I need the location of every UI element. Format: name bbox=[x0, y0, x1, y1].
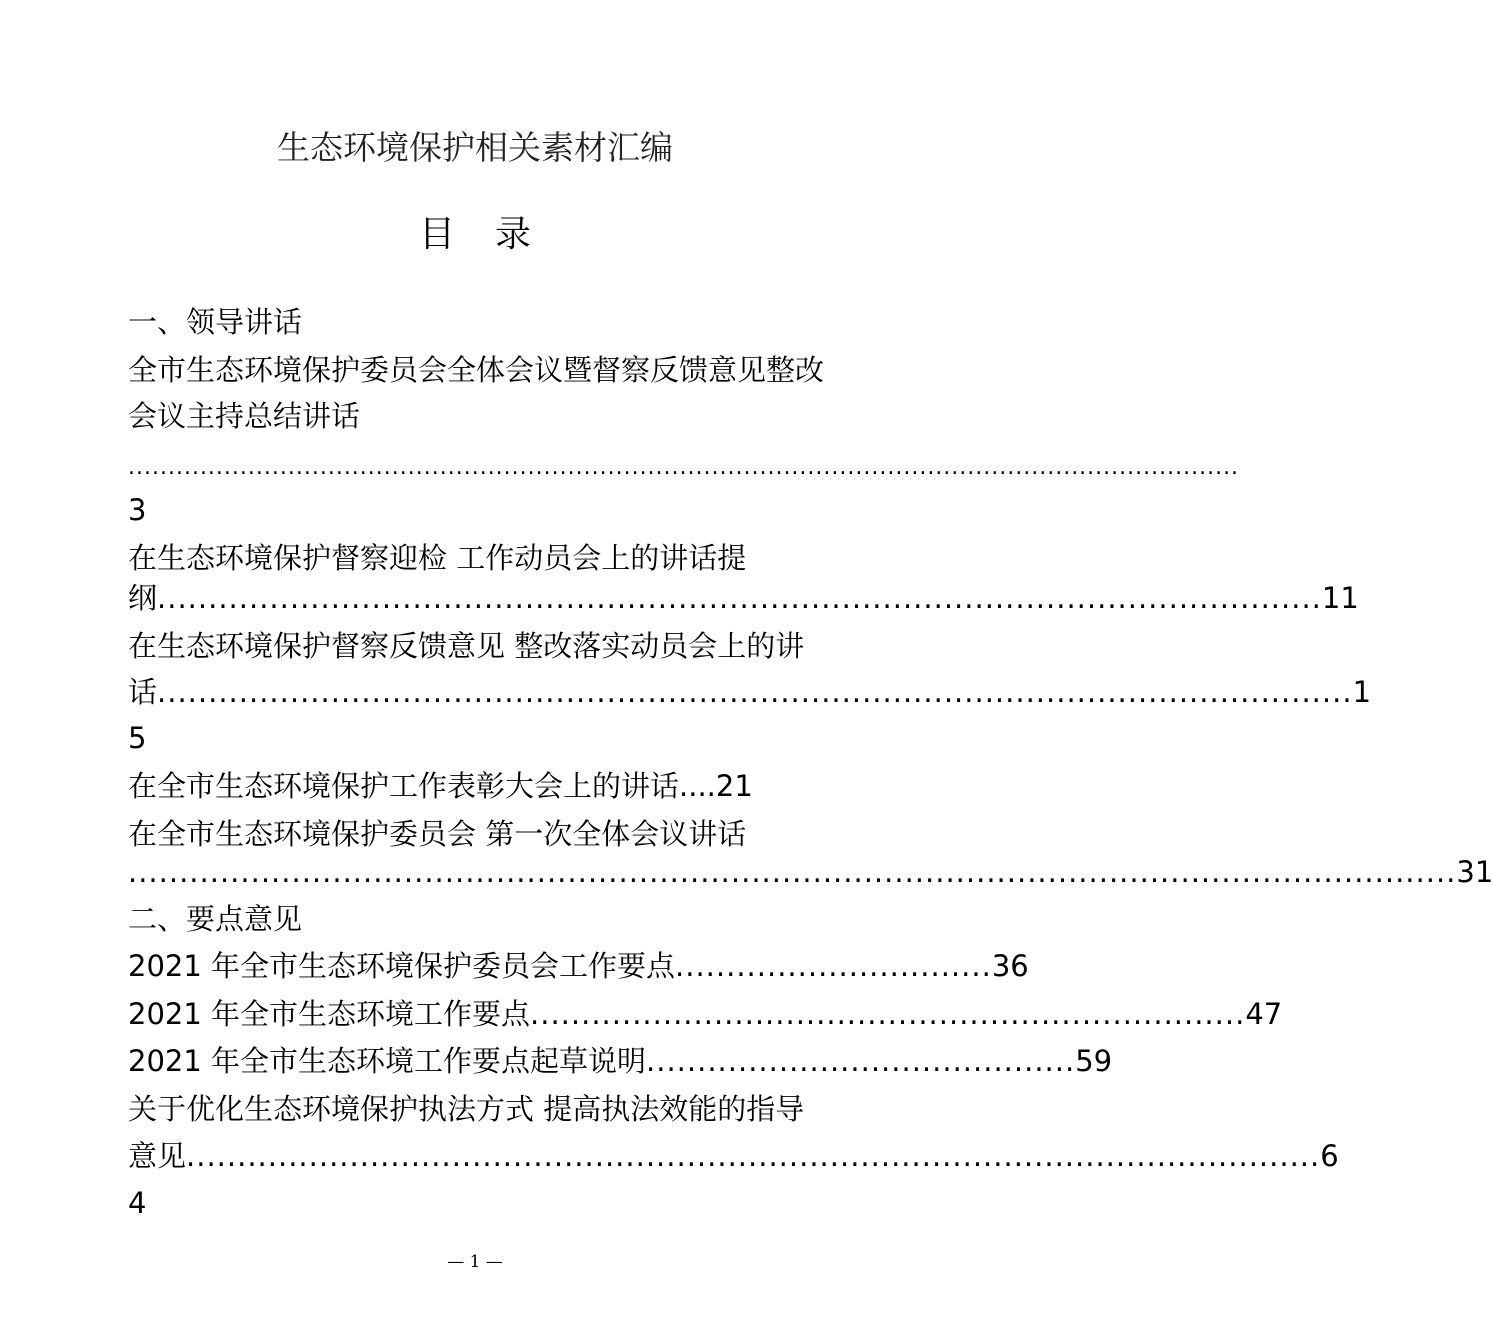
toc-entry-title: 全市生态环境保护委员会全体会议暨督察反馈意见整改 bbox=[128, 353, 825, 387]
toc-page-number: 3 bbox=[128, 493, 147, 527]
section-heading-key-points: 二、要点意见 bbox=[128, 902, 303, 936]
toc-leader-dots: ...................................................................... bbox=[530, 997, 1246, 1031]
document-title: 生态环境保护相关素材汇编 bbox=[277, 128, 673, 167]
toc-leader-dots: ..................................................................................................................... bbox=[157, 675, 1353, 709]
toc-page-number: 1 bbox=[1352, 675, 1372, 709]
section-heading-speeches: 一、领导讲话 bbox=[128, 305, 303, 339]
toc-leader-dots: .......................................... bbox=[646, 1044, 1076, 1078]
toc-leader-dots: .... bbox=[679, 769, 716, 803]
toc-entry-8[interactable] bbox=[128, 1041, 1113, 1081]
toc-entry-title-cont: 会议主持总结讲话 bbox=[128, 399, 361, 433]
toc-entry-7[interactable] bbox=[128, 994, 1283, 1034]
toc-entry-title-cont: 话 bbox=[128, 675, 158, 709]
toc-entry-row bbox=[128, 766, 753, 806]
toc-entry-title-cont: 纲 bbox=[128, 581, 158, 615]
toc-entry-title: 在全市生态环境保护委员会 第一次全体会议讲话 bbox=[128, 817, 747, 851]
toc-leader-dots: ........................................................................................................................................... bbox=[128, 455, 1240, 480]
toc-leader-dots: .................................................................................................................................. bbox=[128, 855, 1457, 889]
toc-heading: 目录 bbox=[418, 214, 571, 255]
toc-page-number: 11 bbox=[1321, 581, 1359, 615]
toc-entry-title-cont: 意见 bbox=[128, 1139, 187, 1173]
toc-page-number-cont: 4 bbox=[128, 1186, 147, 1220]
toc-entry-title: 2021 年全市生态环境工作要点 bbox=[128, 997, 531, 1031]
toc-page-number: 59 bbox=[1075, 1044, 1113, 1078]
toc-entry-row bbox=[128, 852, 1493, 892]
toc-leader-dots: ............................................................................................................... bbox=[186, 1139, 1321, 1173]
toc-entry-row bbox=[128, 672, 1372, 712]
toc-entry-row bbox=[128, 578, 1359, 618]
toc-entry-title: 2021 年全市生态环境保护委员会工作要点 bbox=[128, 949, 676, 983]
toc-page-number: 47 bbox=[1245, 997, 1283, 1031]
toc-entry-title: 在全市生态环境保护工作表彰大会上的讲话 bbox=[128, 769, 680, 803]
toc-page-number: 36 bbox=[991, 949, 1029, 983]
toc-entry-title: 2021 年全市生态环境工作要点起草说明 bbox=[128, 1044, 647, 1078]
toc-entry-title: 关于优化生态环境保护执法方式 提高执法效能的指导 bbox=[128, 1092, 805, 1126]
page-footer-number: — 1 — bbox=[447, 1252, 503, 1272]
toc-leader-dots: ............................... bbox=[675, 949, 992, 983]
toc-entry-title: 在生态环境保护督察迎检 工作动员会上的讲话提 bbox=[128, 541, 747, 575]
toc-entry-row bbox=[128, 1136, 1339, 1176]
toc-entry-title: 在生态环境保护督察反馈意见 整改落实动员会上的讲 bbox=[128, 629, 805, 663]
toc-page-number: 21 bbox=[715, 769, 753, 803]
toc-entry-6[interactable] bbox=[128, 946, 1029, 986]
toc-page-number-cont: 5 bbox=[128, 721, 147, 755]
toc-leader-dots: .................................................................................................................. bbox=[157, 581, 1322, 615]
toc-page-number: 6 bbox=[1320, 1139, 1339, 1173]
toc-page-number: 31 bbox=[1456, 855, 1493, 889]
